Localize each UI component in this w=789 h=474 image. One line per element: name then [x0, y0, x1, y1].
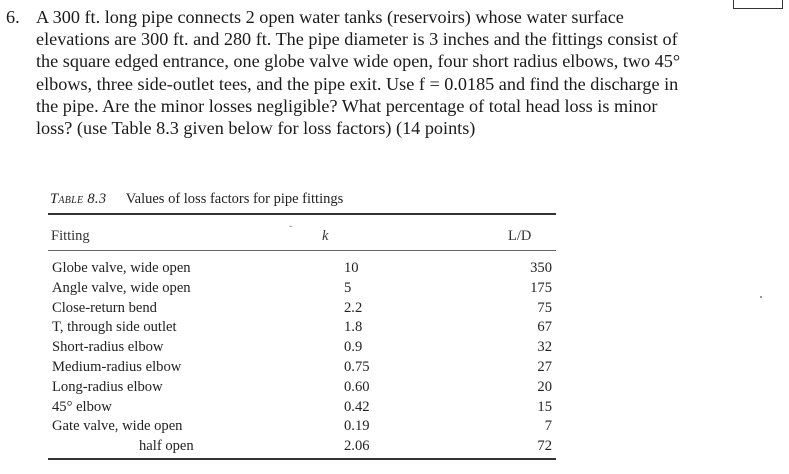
ld-cell: 75 [537, 299, 552, 316]
k-cell: 0.60 [344, 378, 370, 395]
ld-cell: 7 [544, 418, 552, 435]
table-caption [50, 191, 343, 208]
table-row [52, 299, 552, 319]
k-cell: 2.2 [344, 299, 363, 316]
table-row [52, 378, 552, 398]
problem-line: A 300 ft. long pipe connects 2 open water tanks (reservoirs) whose water surface [36, 7, 624, 27]
table-row [52, 259, 552, 279]
ld-cell: 350 [530, 260, 552, 276]
table-label: Table 8.3 [50, 191, 107, 207]
table-body [52, 259, 552, 457]
ld-cell: 32 [537, 339, 552, 356]
problem-line: the pipe. Are the minor losses negligible? What percentage of total head loss is minor [36, 95, 658, 116]
k-cell: 0.75 [344, 358, 370, 375]
column-header-ld: L/D [508, 228, 532, 244]
k-cell: 5 [344, 279, 352, 296]
ld-cell: 20 [537, 378, 552, 395]
ld-cell: 72 [537, 438, 552, 455]
ld-cell: 15 [537, 398, 552, 415]
problem-line: elevations are 300 ft. and 280 ft. The pipe diameter is 3 inches and the fittings consist of [36, 29, 678, 50]
fitting-cell: Long-radius elbow [52, 378, 163, 395]
problem-line: loss? (use Table 8.3 given below for loss factors) (14 points) [36, 118, 476, 139]
table-row [52, 417, 552, 437]
fitting-cell: Angle valve, wide open [52, 279, 191, 296]
table-title: Values of loss factors for pipe fittings [125, 191, 344, 207]
fitting-cell: T, through side outlet [52, 319, 177, 336]
column-header-k: k [322, 228, 329, 244]
table-bottom-rule [48, 458, 556, 460]
problem-line: elbows, three side-outlet tees, and the pipe exit. Use f = 0.0185 and find the discharge in [36, 73, 679, 94]
table-row [52, 318, 552, 338]
k-cell: 2.06 [344, 438, 370, 455]
k-cell: 1.8 [344, 319, 363, 336]
k-cell: 10 [344, 260, 359, 276]
problem-statement [6, 6, 766, 139]
fitting-cell: Medium-radius elbow [52, 358, 182, 375]
scan-mark: ˇ [289, 225, 293, 236]
fitting-cell: Gate valve, wide open [52, 418, 183, 435]
fitting-cell: Close-return bend [52, 299, 157, 316]
table-top-rule [48, 213, 556, 215]
k-cell: 0.42 [344, 398, 370, 415]
column-header-fitting: Fitting [51, 228, 90, 244]
table-row [52, 338, 552, 358]
ld-cell: 67 [537, 319, 552, 336]
scan-speck [760, 296, 762, 298]
problem-body [36, 6, 766, 139]
k-cell: 0.9 [344, 339, 363, 356]
problem-line: the square edged entrance, one globe valve wide open, four short radius elbows, two 45° [36, 51, 681, 72]
table-row [52, 398, 552, 418]
table-header-rule [48, 250, 556, 251]
fitting-cell: Globe valve, wide open [52, 260, 191, 276]
table-row [52, 279, 552, 299]
fitting-cell: 45° elbow [52, 398, 112, 415]
k-cell: 0.19 [344, 418, 370, 435]
ld-cell: 175 [530, 279, 552, 296]
fitting-cell: half open [139, 438, 194, 455]
table-row [52, 358, 552, 378]
problem-number: 6. [6, 7, 20, 27]
fitting-cell: Short-radius elbow [52, 339, 164, 356]
ld-cell: 27 [537, 358, 552, 375]
table-row [52, 437, 552, 457]
